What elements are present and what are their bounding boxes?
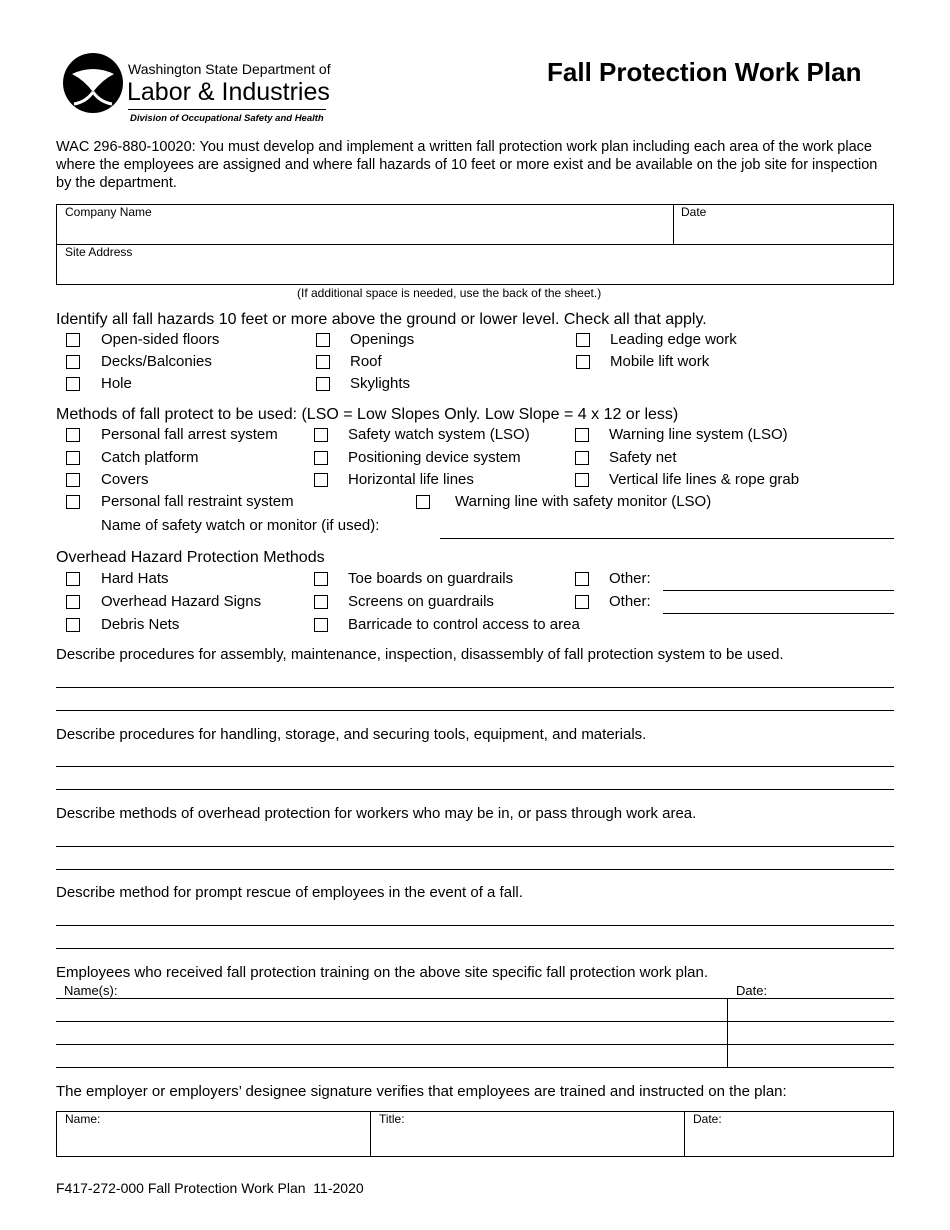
hazards-heading: Identify all fall hazards 10 feet or more above the ground or lower level. Check all that apply.	[56, 311, 707, 328]
company-name-input[interactable]	[63, 222, 672, 244]
overhead-label: Other:	[609, 593, 651, 610]
checkbox-toe-boards[interactable]	[314, 572, 328, 586]
signature-name-input[interactable]	[62, 1130, 369, 1154]
checkbox-screens[interactable]	[314, 595, 328, 609]
site-address-input[interactable]	[63, 262, 893, 284]
signature-date-label: Date:	[693, 1112, 722, 1126]
training-row-line	[56, 1044, 894, 1045]
checkbox-other-1[interactable]	[575, 572, 589, 586]
training-row-line	[56, 1067, 894, 1068]
training-date-input[interactable]	[731, 1023, 895, 1044]
page-title: Fall Protection Work Plan	[547, 57, 862, 87]
procedure-handling-input[interactable]	[56, 745, 898, 791]
training-col-divider	[727, 998, 728, 1067]
training-date-input[interactable]	[731, 1046, 895, 1067]
checkbox-skylights[interactable]	[316, 377, 330, 391]
signature-title-label: Title:	[379, 1112, 405, 1126]
overhead-label: Barricade to control access to area	[348, 616, 580, 633]
signature-col-divider	[684, 1111, 685, 1157]
checkbox-safety-net[interactable]	[575, 451, 589, 465]
method-label: Personal fall restraint system	[101, 493, 294, 510]
overhead-label: Debris Nets	[101, 616, 180, 633]
agency-division: Division of Occupational Safety and Health	[130, 113, 324, 124]
overhead-heading: Overhead Hazard Protection Methods	[56, 549, 325, 566]
method-label: Warning line system (LSO)	[609, 426, 788, 443]
checkbox-covers[interactable]	[66, 473, 80, 487]
method-label: Safety net	[609, 449, 677, 466]
agency-divider	[128, 109, 326, 110]
checkbox-vertical-life-lines[interactable]	[575, 473, 589, 487]
hazard-label: Skylights	[350, 375, 411, 392]
checkbox-overhead-hazard-signs[interactable]	[66, 595, 80, 609]
other-2-input[interactable]	[665, 593, 897, 614]
procedure-assembly-prompt: Describe procedures for assembly, maintenance, inspection, disassembly of fall protection system to be used.	[56, 646, 784, 663]
hazard-label: Leading edge work	[610, 331, 737, 348]
procedure-rescue-prompt: Describe method for prompt rescue of employees in the event of a fall.	[56, 884, 523, 901]
method-label: Warning line with safety monitor (LSO)	[455, 493, 712, 510]
li-logo-icon	[62, 52, 124, 114]
checkbox-decks-balconies[interactable]	[66, 355, 80, 369]
checkbox-hole[interactable]	[66, 377, 80, 391]
monitor-name-label: Name of safety watch or monitor (if used):	[101, 517, 380, 534]
checkbox-leading-edge-work[interactable]	[576, 333, 590, 347]
signature-statement: The employer or employers’ designee signature verifies that employees are trained and instructed on the plan:	[56, 1083, 787, 1100]
method-label: Catch platform	[101, 449, 199, 466]
checkbox-barricade[interactable]	[314, 618, 328, 632]
procedure-overhead-prompt: Describe methods of overhead protection for workers who may be in, or pass through work area.	[56, 805, 697, 822]
procedure-rescue-input[interactable]	[56, 904, 898, 950]
checkbox-personal-fall-restraint[interactable]	[66, 495, 80, 509]
company-name-label: Company Name	[65, 205, 152, 219]
checkbox-open-sided-floors[interactable]	[66, 333, 80, 347]
hazard-label: Roof	[350, 353, 382, 370]
checkbox-debris-nets[interactable]	[66, 618, 80, 632]
checkbox-horizontal-life-lines[interactable]	[314, 473, 328, 487]
overhead-label: Other:	[609, 570, 651, 587]
training-name-input[interactable]	[60, 1046, 726, 1067]
method-label: Vertical life lines & rope grab	[609, 471, 800, 488]
form-footer: F417-272-000 Fall Protection Work Plan 11-2020	[56, 1180, 364, 1196]
checkbox-personal-fall-arrest[interactable]	[66, 428, 80, 442]
training-row-line	[56, 998, 894, 999]
method-label: Covers	[101, 471, 149, 488]
checkbox-catch-platform[interactable]	[66, 451, 80, 465]
training-date-label: Date:	[736, 983, 768, 998]
monitor-name-input[interactable]	[442, 517, 896, 539]
method-label: Horizontal life lines	[348, 471, 474, 488]
training-name-input[interactable]	[60, 1000, 726, 1021]
info-col-divider	[673, 204, 674, 244]
signature-col-divider	[370, 1111, 371, 1157]
procedure-assembly-input[interactable]	[56, 666, 898, 712]
date-label: Date	[681, 205, 707, 219]
checkbox-safety-watch[interactable]	[314, 428, 328, 442]
procedure-handling-prompt: Describe procedures for handling, storage, and securing tools, equipment, and materials.	[56, 726, 647, 743]
checkbox-mobile-lift-work[interactable]	[576, 355, 590, 369]
checkbox-hard-hats[interactable]	[66, 572, 80, 586]
signature-name-label: Name:	[65, 1112, 101, 1126]
overhead-label: Screens on guardrails	[348, 593, 494, 610]
agency-logo	[62, 52, 124, 114]
agency-name-line2: Labor & Industries	[127, 78, 330, 106]
method-label: Positioning device system	[348, 449, 521, 466]
method-label: Personal fall arrest system	[101, 426, 278, 443]
procedure-overhead-input[interactable]	[56, 825, 898, 871]
checkbox-other-2[interactable]	[575, 595, 589, 609]
hazard-label: Mobile lift work	[610, 353, 710, 370]
hazard-label: Open-sided floors	[101, 331, 220, 348]
checkbox-openings[interactable]	[316, 333, 330, 347]
hazard-label: Decks/Balconies	[101, 353, 212, 370]
training-heading: Employees who received fall protection training on the above site specific fall protection work plan.	[56, 964, 709, 981]
checkbox-roof[interactable]	[316, 355, 330, 369]
other-1-input[interactable]	[665, 570, 897, 591]
space-note: (If additional space is needed, use the back of the sheet.)	[297, 286, 602, 300]
training-row-line	[56, 1021, 894, 1022]
intro-text: WAC 296-880-10020: You must develop and implement a written fall protection work plan including each area of the work place where the employees are assigned and where fall hazards of 10 feet or more exist and be available on the job site for inspection by the department.	[56, 139, 878, 191]
hazard-label: Openings	[350, 331, 415, 348]
hazard-label: Hole	[101, 375, 132, 392]
checkbox-positioning-device[interactable]	[314, 451, 328, 465]
signature-date-input[interactable]	[690, 1130, 893, 1154]
overhead-label: Overhead Hazard Signs	[101, 593, 262, 610]
site-address-label: Site Address	[65, 245, 133, 259]
training-date-input[interactable]	[731, 1000, 895, 1021]
checkbox-warning-line-monitor[interactable]	[416, 495, 430, 509]
date-input[interactable]	[679, 222, 893, 244]
agency-name-line1: Washington State Department of	[128, 61, 331, 77]
signature-title-input[interactable]	[376, 1130, 683, 1154]
method-label: Safety watch system (LSO)	[348, 426, 530, 443]
overhead-label: Hard Hats	[101, 570, 169, 587]
training-name-input[interactable]	[60, 1023, 726, 1044]
info-divider	[56, 244, 894, 245]
training-names-label: Name(s):	[64, 983, 118, 998]
overhead-label: Toe boards on guardrails	[348, 570, 514, 587]
methods-heading: Methods of fall protect to be used: (LSO = Low Slopes Only. Low Slope = 4 x 12 or less)	[56, 406, 679, 423]
checkbox-warning-line[interactable]	[575, 428, 589, 442]
